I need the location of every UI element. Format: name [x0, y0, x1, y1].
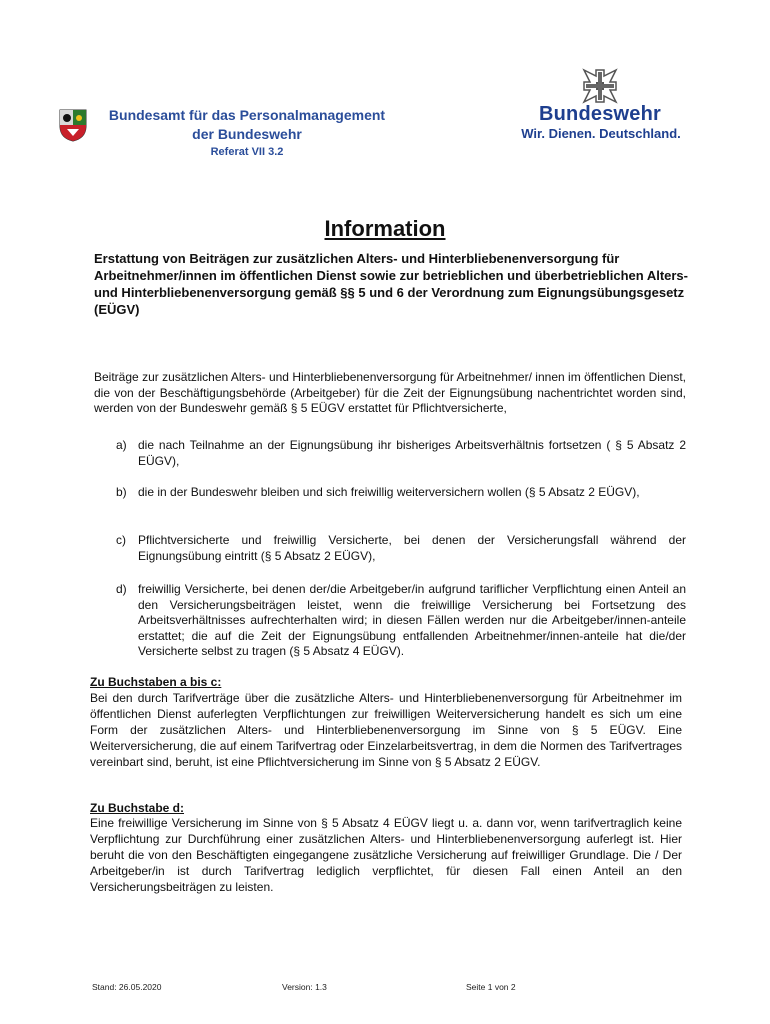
footer-version: Version: 1.3: [282, 982, 327, 992]
list-item: [116, 438, 686, 469]
bundeswehr-wordmark: Bundeswehr: [538, 103, 662, 125]
section-heading-d: Zu Buchstabe d:: [90, 801, 185, 815]
list-item-marker: b): [116, 485, 127, 499]
agency-name-line2: der Bundeswehr: [192, 126, 302, 142]
list-item-marker: d): [116, 582, 127, 596]
footer-page-number: Seite 1 von 2: [466, 982, 516, 992]
agency-name: [92, 106, 402, 144]
referat-label: Referat VII 3.2: [210, 146, 284, 158]
list-item-marker: a): [116, 438, 127, 452]
list-item-text: Pflichtversicherte und freiwillig Versicherte, bei denen der Versicherungsfall während der Eignungsübung eintritt (§ 5 Absatz 2 EÜGV),: [138, 533, 686, 563]
document-subtitle: Erstattung von Beiträgen zur zusätzlichen Alters- und Hinterbliebenenversorgung für Arbeitnehmer/innen im öffentlichen Dienst sowie zur betrieblichen und überbetrieblichen Alters- und Hinterbliebenenversorgung gemäß §§ 5 und 6 der Verordnung zum Eignungsübungsgesetz (EÜGV): [94, 251, 688, 317]
list-item: [116, 485, 686, 501]
list-item-marker: c): [116, 533, 126, 547]
section-heading-a-to-c: Zu Buchstaben a bis c:: [90, 675, 222, 689]
list-item: [116, 582, 686, 660]
list-item-text: freiwillig Versicherte, bei denen der/die Arbeitgeber/in aufgrund tariflicher Verpflichtung einen Anteil an den Versicherungsbeiträgen leistet, wenn die freiwillige Versicherung bei Fortsetzung des Arbeitsverhältnisses aufrechterhalten wird; in diesen Fällen werden nur die Arbeitgeber/innen-anteile erstattet; die auf die Zeit der Eignungsübung entfallenden Arbeitnehmer/innen-anteile hat die/der Versicherte selbst zu tragen (§ 5 Absatz 4 EÜGV).: [138, 582, 686, 658]
intro-paragraph: Beiträge zur zusätzlichen Alters- und Hinterbliebenenversorgung für Arbeitnehmer/ innen im öffentlichen Dienst, die von der Beschäftigungsbehörde (Arbeitgeber) für die Zeit der Eignungsübung nachentrichtet worden sind, werden von der Bundeswehr gemäß § 5 EÜGV erstattet für Pflichtversicherte,: [94, 370, 686, 415]
list-item-text: die in der Bundeswehr bleiben und sich freiwillig weiterversichern wollen (§ 5 Absatz 2 EÜGV),: [138, 485, 640, 499]
agency-name-line1: Bundesamt für das Personalmanagement: [108, 107, 386, 123]
list-item: [116, 533, 686, 564]
section-body-d: Eine freiwillige Versicherung im Sinne von § 5 Absatz 4 EÜGV liegt u. a. dann vor, wenn tarifvertraglich keine Verpflichtung zur Durchführung einer zusätzlichen Alters- und Hinterbliebenenversorgung auferlegt ist. Hier beruht die von den Beschäftigten eingegangene zusätzliche Versicherung auf freiwilliger Grundlage. Die / Der Arbeitgeber/in ist durch Tarifvertrag lediglich verpflichtet, für diesen Fall einen Anteil an den Versicherungsbeiträgen zu leisten.: [90, 816, 682, 894]
bundeswehr-slogan: Wir. Dienen. Deutschland.: [521, 126, 681, 141]
agency-crest-icon: [58, 108, 88, 142]
iron-cross-icon: [580, 66, 620, 106]
page-title: Information: [324, 216, 446, 241]
section-body-a-to-c: Bei den durch Tarifverträge über die zusätzliche Alters- und Hinterbliebenenversorgung für Arbeitnehmer im öffentlichen Dienst auferlegten Verpflichtungen zur freiwilligen Weiterversicherung handelt es sich um eine Form der zusätzlichen Alters- und Hinterbliebenenversorgung im Sinne von § 5 EÜGV. Eine Weiterversicherung, die auf einem Tarifvertrag oder Einzelarbeitsvertrag, in dem die Normen des Tarifvertrages vereinbart sind, beruht, ist eine Pflichtversicherung im Sinne von § 5 Absatz 2 EÜGV.: [90, 691, 682, 769]
footer-date: Stand: 26.05.2020: [92, 982, 162, 992]
list-item-text: die nach Teilnahme an der Eignungsübung ihr bisheriges Arbeitsverhältnis fortsetzen ( § 5 Absatz 2 EÜGV),: [138, 438, 686, 468]
